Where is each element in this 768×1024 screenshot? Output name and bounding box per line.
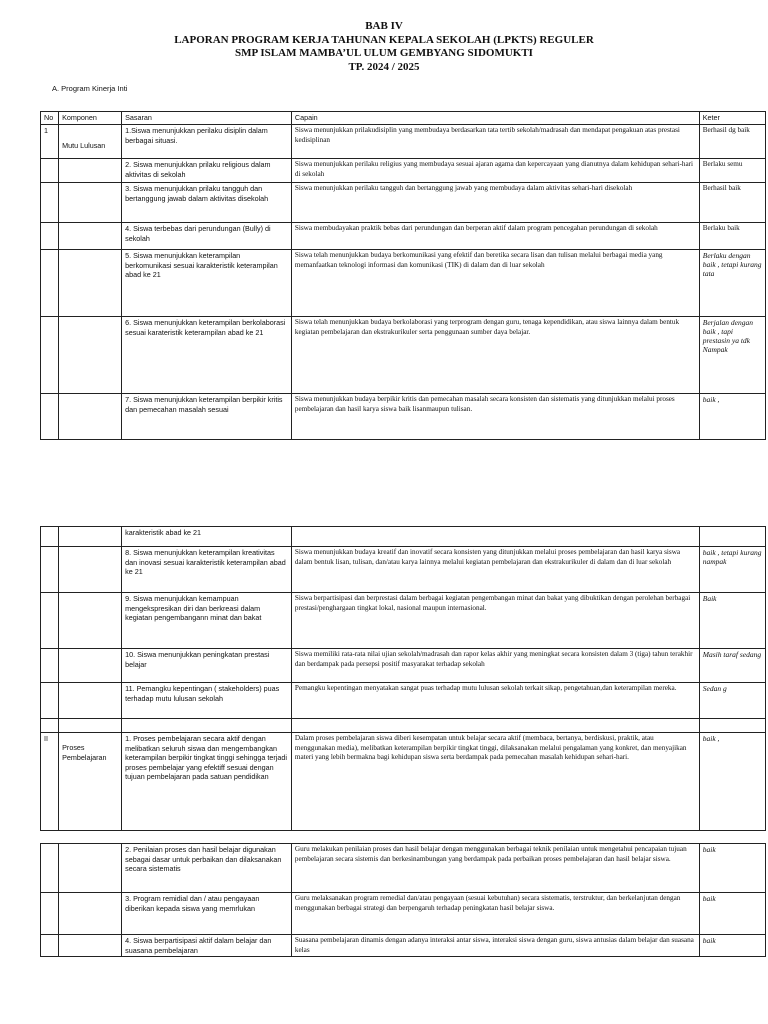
cell-keterangan: Baik (699, 593, 765, 649)
cell-no (41, 394, 59, 440)
cell-capaian: Guru melaksanakan program remedial dan/atau pengayaan (sesuai kebutuhan) secara sistematis, terstruktur, dan berkelanjutan dengan menggunakan berbagai strategi dan berpengaruh terhadap peningkatan hasil belajar siswa. (291, 893, 699, 935)
cell-no (41, 527, 59, 547)
cell-no (41, 223, 59, 250)
cell-no (41, 935, 59, 957)
cell-sasaran: 5. Siswa menunjukkan keterampilan berkomunikasi sesuai karakteristik keterampilan abad ke 21 (122, 250, 292, 317)
cell-sasaran: 7. Siswa menunjukkan keterampilan berpikir kritis dan pemecahan masalah sesuai (122, 394, 292, 440)
cell-keterangan: Sedan g (699, 683, 765, 719)
cell-komponen (59, 527, 122, 547)
cell-keterangan: baik , tetapi kurang nampak (699, 547, 765, 593)
table-row (41, 683, 766, 719)
cell-capaian: Siswa menunjukkan budaya kreatif dan inovatif secara konsisten yang ditunjukkan melalui proses pembelajaran dan hasil karya siswa dalam bentuk lisan, tulisan, dan/atau karya lainnya melalui kegiatan pembelajaran dan ekstrakurikuler di dalam dan di luar sekolah (291, 547, 699, 593)
cell-sasaran: 10. Siswa menunjukkan peningkatan prestasi belajar (122, 649, 292, 683)
section-heading: A. Program Kinerja Inti (52, 84, 128, 93)
cell-capaian (291, 719, 699, 733)
cell-no (41, 893, 59, 935)
cell-no (41, 719, 59, 733)
chapter-title: BAB IV (365, 20, 403, 32)
cell-komponen (59, 719, 122, 733)
table-row (41, 183, 766, 223)
cell-sasaran: 3. Siswa menunjukkan prilaku tangguh dan bertanggung jawab dalam aktivitas disekolah (122, 183, 292, 223)
cell-sasaran: 11. Pemangku kepentingan ( stakeholders) puas terhadap mutu lulusan sekolah (122, 683, 292, 719)
cell-no (41, 250, 59, 317)
cell-no: 1 (41, 125, 59, 159)
cell-keterangan: Berhasil baik (699, 183, 765, 223)
cell-komponen: Mutu Lulusan (59, 125, 122, 159)
cell-keterangan (699, 527, 765, 547)
cell-keterangan: baik (699, 844, 765, 893)
cell-no (41, 683, 59, 719)
cell-no (41, 317, 59, 394)
header-no: No (41, 112, 59, 125)
report-title: LAPORAN PROGRAM KERJA TAHUNAN KEPALA SEKOLAH (LPKTS) REGULER (174, 33, 594, 46)
table-row (41, 250, 766, 317)
cell-komponen (59, 159, 122, 183)
cell-komponen (59, 649, 122, 683)
cell-keterangan: baik (699, 893, 765, 935)
cell-komponen (59, 893, 122, 935)
cell-capaian: Siswa telah menunjukkan budaya berkolaborasi yang terprogram dengan guru, tenaga kependidikan, atau siswa lainnya dalam bentuk kegiatan pembelajaran dan ekstrakurikuler serta penggunaan sumber daya belajar. (291, 317, 699, 394)
cell-capaian: Guru melakukan penilaian proses dan hasil belajar dengan menggunakan berbagai teknik penilaian untuk mengetahui pencapaian tujuan pembelajaran secara sistemis dan berkesinambungan yang berdampak pada perbaikan proses pembelajaran dan hasil belajar siswa. (291, 844, 699, 893)
cell-capaian: Siswa memiliki rata-rata nilai ujian sekolah/madrasah dan rapor kelas akhir yang meningkat secara konsisten dalam 3 (tiga) tahun terakhir dan berdampak pada persepsi positif masyarakat terhadap sekolah (291, 649, 699, 683)
cell-keterangan: Masih taraf sedang (699, 649, 765, 683)
table-row (41, 719, 766, 733)
cell-sasaran: karakteristik abad ke 21 (122, 527, 292, 547)
table-row (41, 649, 766, 683)
cell-no (41, 593, 59, 649)
cell-no (41, 844, 59, 893)
cell-komponen: Proses Pembelajaran (59, 733, 122, 831)
cell-sasaran: 1.Siswa menunjukkan perilaku disiplin dalam berbagai situasi. (122, 125, 292, 159)
table-row (41, 159, 766, 183)
school-year: TP. 2024 / 2025 (348, 60, 420, 73)
cell-komponen (59, 394, 122, 440)
cell-keterangan: Berhasil dg baik (699, 125, 765, 159)
cell-sasaran: 4. Siswa berpartisipasi aktif dalam belajar dan suasana pembelajaran (122, 935, 292, 957)
school-name: SMP ISLAM MAMBA’UL ULUM GEMBYANG SIDOMUKTI (235, 47, 533, 59)
cell-no (41, 183, 59, 223)
cell-sasaran (122, 719, 292, 733)
table-row (41, 317, 766, 394)
header-capaian: Capain (291, 112, 699, 125)
cell-capaian: Siswa menunjukkan perilaku religius yang membudaya sesuai ajaran agama dan kepercayaan yang dianutnya dalam kehidupan sehari-hari di sekolah (291, 159, 699, 183)
cell-keterangan: Berjalan dengan baik , tapi prestasin ya tdk Nampak (699, 317, 765, 394)
cell-sasaran: 6. Siswa menunjukkan keterampilan berkolaborasi sesuai karateristik keterampilan abad ke 21 (122, 317, 292, 394)
cell-no (41, 649, 59, 683)
cell-no (41, 159, 59, 183)
cell-sasaran: 9. Siswa menunjukkan kemampuan mengekspresikan diri dan berkreasi dalam kegiatan pengembangann minat dan bakat (122, 593, 292, 649)
table-row (41, 844, 766, 893)
cell-sasaran: 2. Siswa menunjukkan prilaku religious dalam aktivitas di sekolah (122, 159, 292, 183)
cell-keterangan: Berlaku dengan baik , tetapi kurang tata (699, 250, 765, 317)
table-row (41, 223, 766, 250)
cell-keterangan: baik , (699, 733, 765, 831)
cell-komponen (59, 547, 122, 593)
table-row (41, 593, 766, 649)
cell-komponen (59, 223, 122, 250)
cell-sasaran: 3. Program remidial dan / atau pengayaan diberikan kepada siswa yang memrlukan (122, 893, 292, 935)
cell-sasaran: 1. Proses pembelajaran secara aktif dengan melibatkan seluruh siswa dan mengembangkan keterampilan berpikir tingkat tinggi sehingga terjadi proses pembelajar yang efektiff sesuai dengan tujuan pembelajaran pada satuan pendidikan (122, 733, 292, 831)
cell-komponen (59, 844, 122, 893)
table-row (41, 125, 766, 159)
table-row (41, 527, 766, 547)
cell-sasaran: 2. Penilaian proses dan hasil belajar digunakan sebagai dasar untuk perbaikan dan dilaksanakan secara sistematis (122, 844, 292, 893)
cell-capaian: Siswa menunjukkan prilakudisiplin yang membudaya berdasarkan tata tertib sekolah/madrasah dan mendapat pengakuan atas prestasi kedisiplinan (291, 125, 699, 159)
cell-sasaran: 8. Siswa menunjukkan keterampilan kreativitas dan inovasi sesuai karakteristik keterampilan abad ke 21 (122, 547, 292, 593)
cell-komponen (59, 683, 122, 719)
cell-capaian: Dalam proses pembelajaran siswa diberi kesempatan untuk belajar secara aktif (membaca, bertanya, berdiskusi, praktik, atau menggunakan media), melibatkan keterampilan berpikir tingkat tinggi, dilaksanakan melalui pengalaman yang konkret, dan menyajikan materi yang lebih bermakna bagi kehidupan siswa serta berdampak pada pemecahan masalah kehidupan sehari-hari. (291, 733, 699, 831)
program-table-3 (40, 843, 766, 957)
program-table-2 (40, 526, 766, 831)
cell-komponen (59, 183, 122, 223)
cell-capaian (291, 527, 699, 547)
table-row (41, 935, 766, 957)
cell-capaian: Siswa telah menunjukkan budaya berkomunikasi yang efektif dan beretika secara lisan dan tulisan melalui berbagai media yang memanfaatkan teknologi informasi dan komunikasi (TIK) di dalam dan di luar sekolah (291, 250, 699, 317)
table-row (41, 733, 766, 831)
cell-komponen (59, 593, 122, 649)
header-sasaran: Sasaran (122, 112, 292, 125)
cell-keterangan: baik , (699, 394, 765, 440)
cell-komponen (59, 250, 122, 317)
cell-capaian: Siswa berpartisipasi dan berprestasi dalam berbagai kegiatan pengembangan minat dan bakat yang dibuktikan dengan perolehan berbagai prestasi/penghargaan tingkat lokal, nasional maupun internasional. (291, 593, 699, 649)
table-header-row (41, 112, 766, 125)
cell-no (41, 547, 59, 593)
program-table-1 (40, 111, 766, 440)
cell-keterangan: Berlaku semu (699, 159, 765, 183)
cell-komponen (59, 317, 122, 394)
cell-capaian: Siswa menunjukkan perilaku tangguh dan bertanggung jawab yang membudaya dalam aktivitas sehari-hari disekolah (291, 183, 699, 223)
cell-capaian: Siswa membudayakan praktik bebas dari perundungan dan berperan aktif dalam program pencegahan perundungan di sekolah (291, 223, 699, 250)
cell-keterangan: Berlaku baik (699, 223, 765, 250)
cell-capaian: Suasana pembelajaran dinamis dengan adanya interaksi antar siswa, interaksi siswa dengan guru, siswa antusias dalam belajar dan suasana kelas (291, 935, 699, 957)
cell-komponen (59, 935, 122, 957)
document-header (0, 20, 768, 74)
cell-keterangan: baik (699, 935, 765, 957)
table-row (41, 394, 766, 440)
cell-sasaran: 4. Siswa terbebas dari perundungan (Bully) di sekolah (122, 223, 292, 250)
cell-capaian: Siswa menunjukkan budaya berpikir kritis dan pemecahan masalah secara konsisten dan sistematis yang ditunjukkan melalui proses pembelajaran dan hasil karya siswa baik lisanmaupun tulisan. (291, 394, 699, 440)
table-row (41, 893, 766, 935)
cell-no: II (41, 733, 59, 831)
cell-capaian: Pemangku kepentingan menyatakan sangat puas terhadap mutu lulusan sekolah terkait sikap, pengetahuan,dan keterampilan mereka. (291, 683, 699, 719)
header-keterangan: Keter (699, 112, 765, 125)
cell-keterangan (699, 719, 765, 733)
table-row (41, 547, 766, 593)
header-komponen: Komponen (59, 112, 122, 125)
